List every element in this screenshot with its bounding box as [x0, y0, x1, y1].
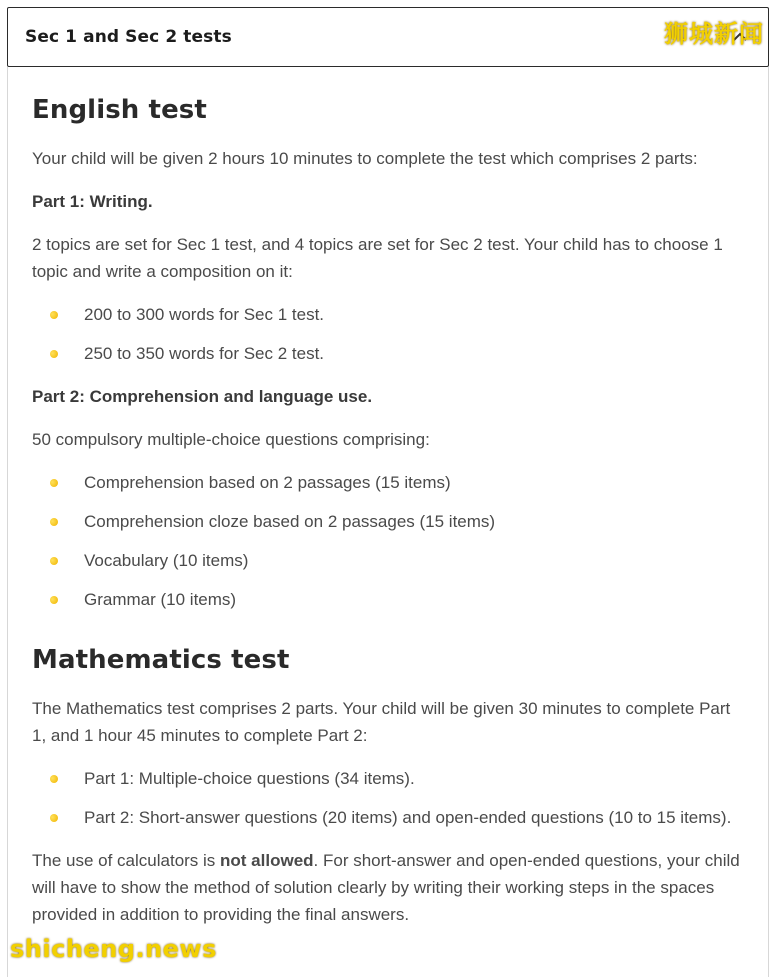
bullet-icon — [50, 350, 58, 358]
list-item — [32, 547, 744, 574]
english-part1-title: Part 1: Writing. — [32, 192, 153, 211]
list-item-text: Part 2: Short-answer questions (20 items) and open-ended questions (10 to 15 items). — [84, 808, 732, 827]
list-item-text: Vocabulary (10 items) — [84, 551, 249, 570]
list-item-text: 250 to 350 words for Sec 2 test. — [84, 344, 325, 363]
list-item-text: Part 1: Multiple-choice questions (34 items). — [84, 769, 415, 788]
english-intro: Your child will be given 2 hours 10 minutes to complete the test which comprises 2 parts: — [32, 149, 698, 168]
bullet-icon — [50, 557, 58, 565]
math-heading: Mathematics test — [32, 645, 290, 675]
math-list — [32, 765, 744, 831]
list-item — [32, 765, 744, 792]
english-part2-text: 50 compulsory multiple-choice questions comprising: — [32, 430, 430, 449]
bullet-icon — [50, 518, 58, 526]
list-item — [32, 804, 744, 831]
list-item — [32, 340, 744, 367]
accordion-title: Sec 1 and Sec 2 tests — [25, 27, 232, 47]
math-calculator-note — [32, 847, 744, 928]
english-part1-text: 2 topics are set for Sec 1 test, and 4 topics are set for Sec 2 test. Your child has to choose 1 topic and write a composition on it: — [32, 235, 723, 281]
english-part2-list — [32, 469, 744, 613]
bullet-icon — [50, 814, 58, 822]
list-item — [32, 508, 744, 535]
calc-suffix: . For short-answer and open-ended questions, your child will have to show the method of solution clearly by writing their working steps in the spaces provided in addition to providing the final answers. — [32, 851, 740, 924]
bullet-icon — [50, 479, 58, 487]
accordion-header[interactable] — [7, 7, 769, 67]
list-item — [32, 301, 744, 328]
english-heading: English test — [32, 95, 207, 125]
watermark-top: 狮城新闻 — [664, 20, 764, 48]
list-item-text: Grammar (10 items) — [84, 590, 237, 609]
bullet-icon — [50, 596, 58, 604]
list-item-text: 200 to 300 words for Sec 1 test. — [84, 305, 325, 324]
list-item — [32, 586, 744, 613]
english-part2-title: Part 2: Comprehension and language use. — [32, 387, 373, 406]
bullet-icon — [50, 775, 58, 783]
english-part1-list — [32, 301, 744, 367]
list-item-text: Comprehension cloze based on 2 passages (15 items) — [84, 512, 496, 531]
math-intro: The Mathematics test comprises 2 parts. Your child will be given 30 minutes to complete Part 1, and 1 hour 45 minutes to complete Part 2: — [32, 699, 731, 745]
calc-prefix: The use of calculators is — [32, 851, 221, 870]
calc-bold: not allowed — [220, 851, 314, 870]
watermark-bottom: shicheng.news — [10, 935, 217, 963]
bullet-icon — [50, 311, 58, 319]
accordion-body — [7, 67, 769, 977]
accordion — [7, 7, 769, 975]
list-item — [32, 469, 744, 496]
list-item-text: Comprehension based on 2 passages (15 items) — [84, 473, 451, 492]
